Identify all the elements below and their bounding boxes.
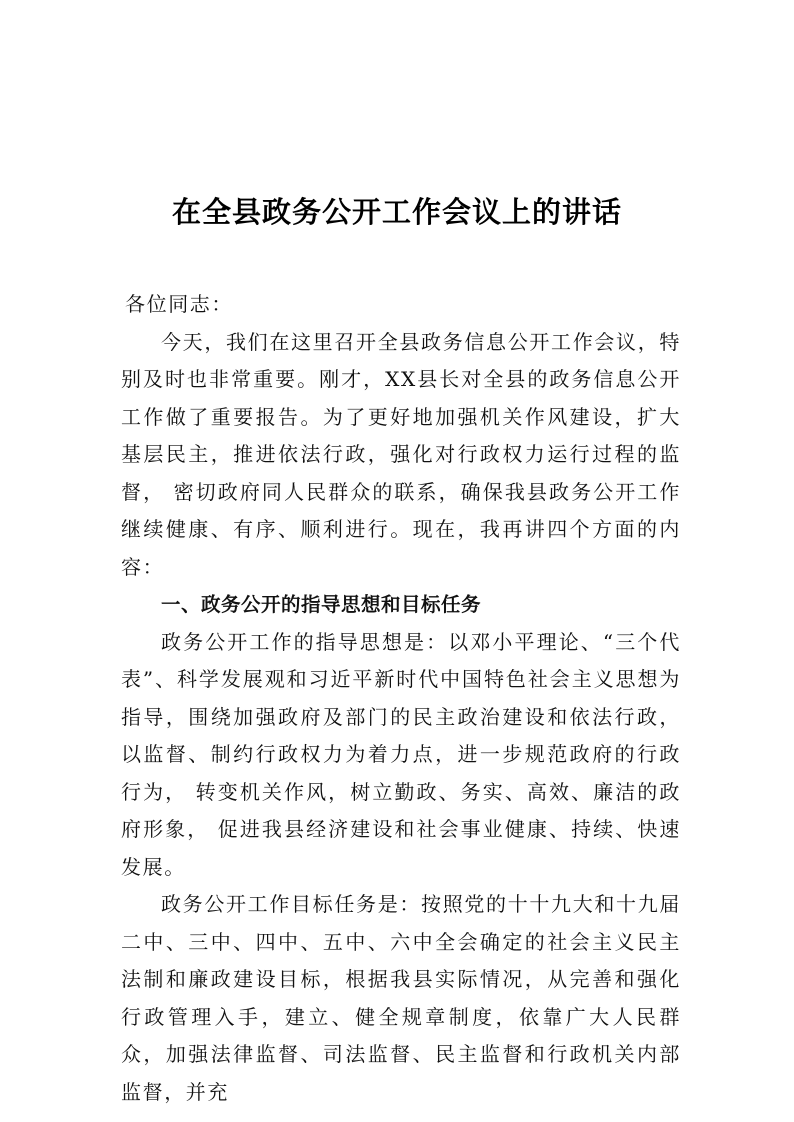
intro-paragraph: 今天，我们在这里召开全县政务信息公开工作会议，特别及时也非常重要。刚才，XX县长对全县的政务信息公开工作做了重要报告。为了更好地加强机关作风建设，扩大基层民主，推进依法行政，强化对行政权力运行过程的监督， 密切政府同人民群众的联系，确保我县政务公开工作继续健康、有序、顺利进行。现在，我再讲四个方面的内容： <box>121 329 681 579</box>
goals-tasks-paragraph: 政务公开工作目标任务是：按照党的十十九大和十九届二中、三中、四中、五中、六中全会确定的社会主义民主法制和廉政建设目标，根据我县实际情况，从完善和强化行政管理入手，建立、健全规章制度，依靠广大人民群众，加强法律监督、司法监督、民主监督和行政机关内部监督，并充 <box>121 892 681 1104</box>
guiding-ideology-paragraph: 政务公开工作的指导思想是：以邓小平理论、“三个代表”、科学发展观和习近平新时代中国特色社会主义思想为指导，围绕加强政府及部门的民主政治建设和依法行政，以监督、制约行政权力为着力点，进一步规范政府的行政行为， 转变机关作风，树立勤政、务实、高效、廉洁的政府形象， 促进我县经济建设和社会事业健康、持续、快速发展。 <box>121 629 681 879</box>
salutation: 各位同志： <box>125 292 233 316</box>
document-title: 在全县政务公开工作会议上的讲话 <box>171 195 622 229</box>
document-body <box>121 286 681 1111</box>
section-heading: 一、政务公开的指导思想和目标任务 <box>161 593 482 616</box>
